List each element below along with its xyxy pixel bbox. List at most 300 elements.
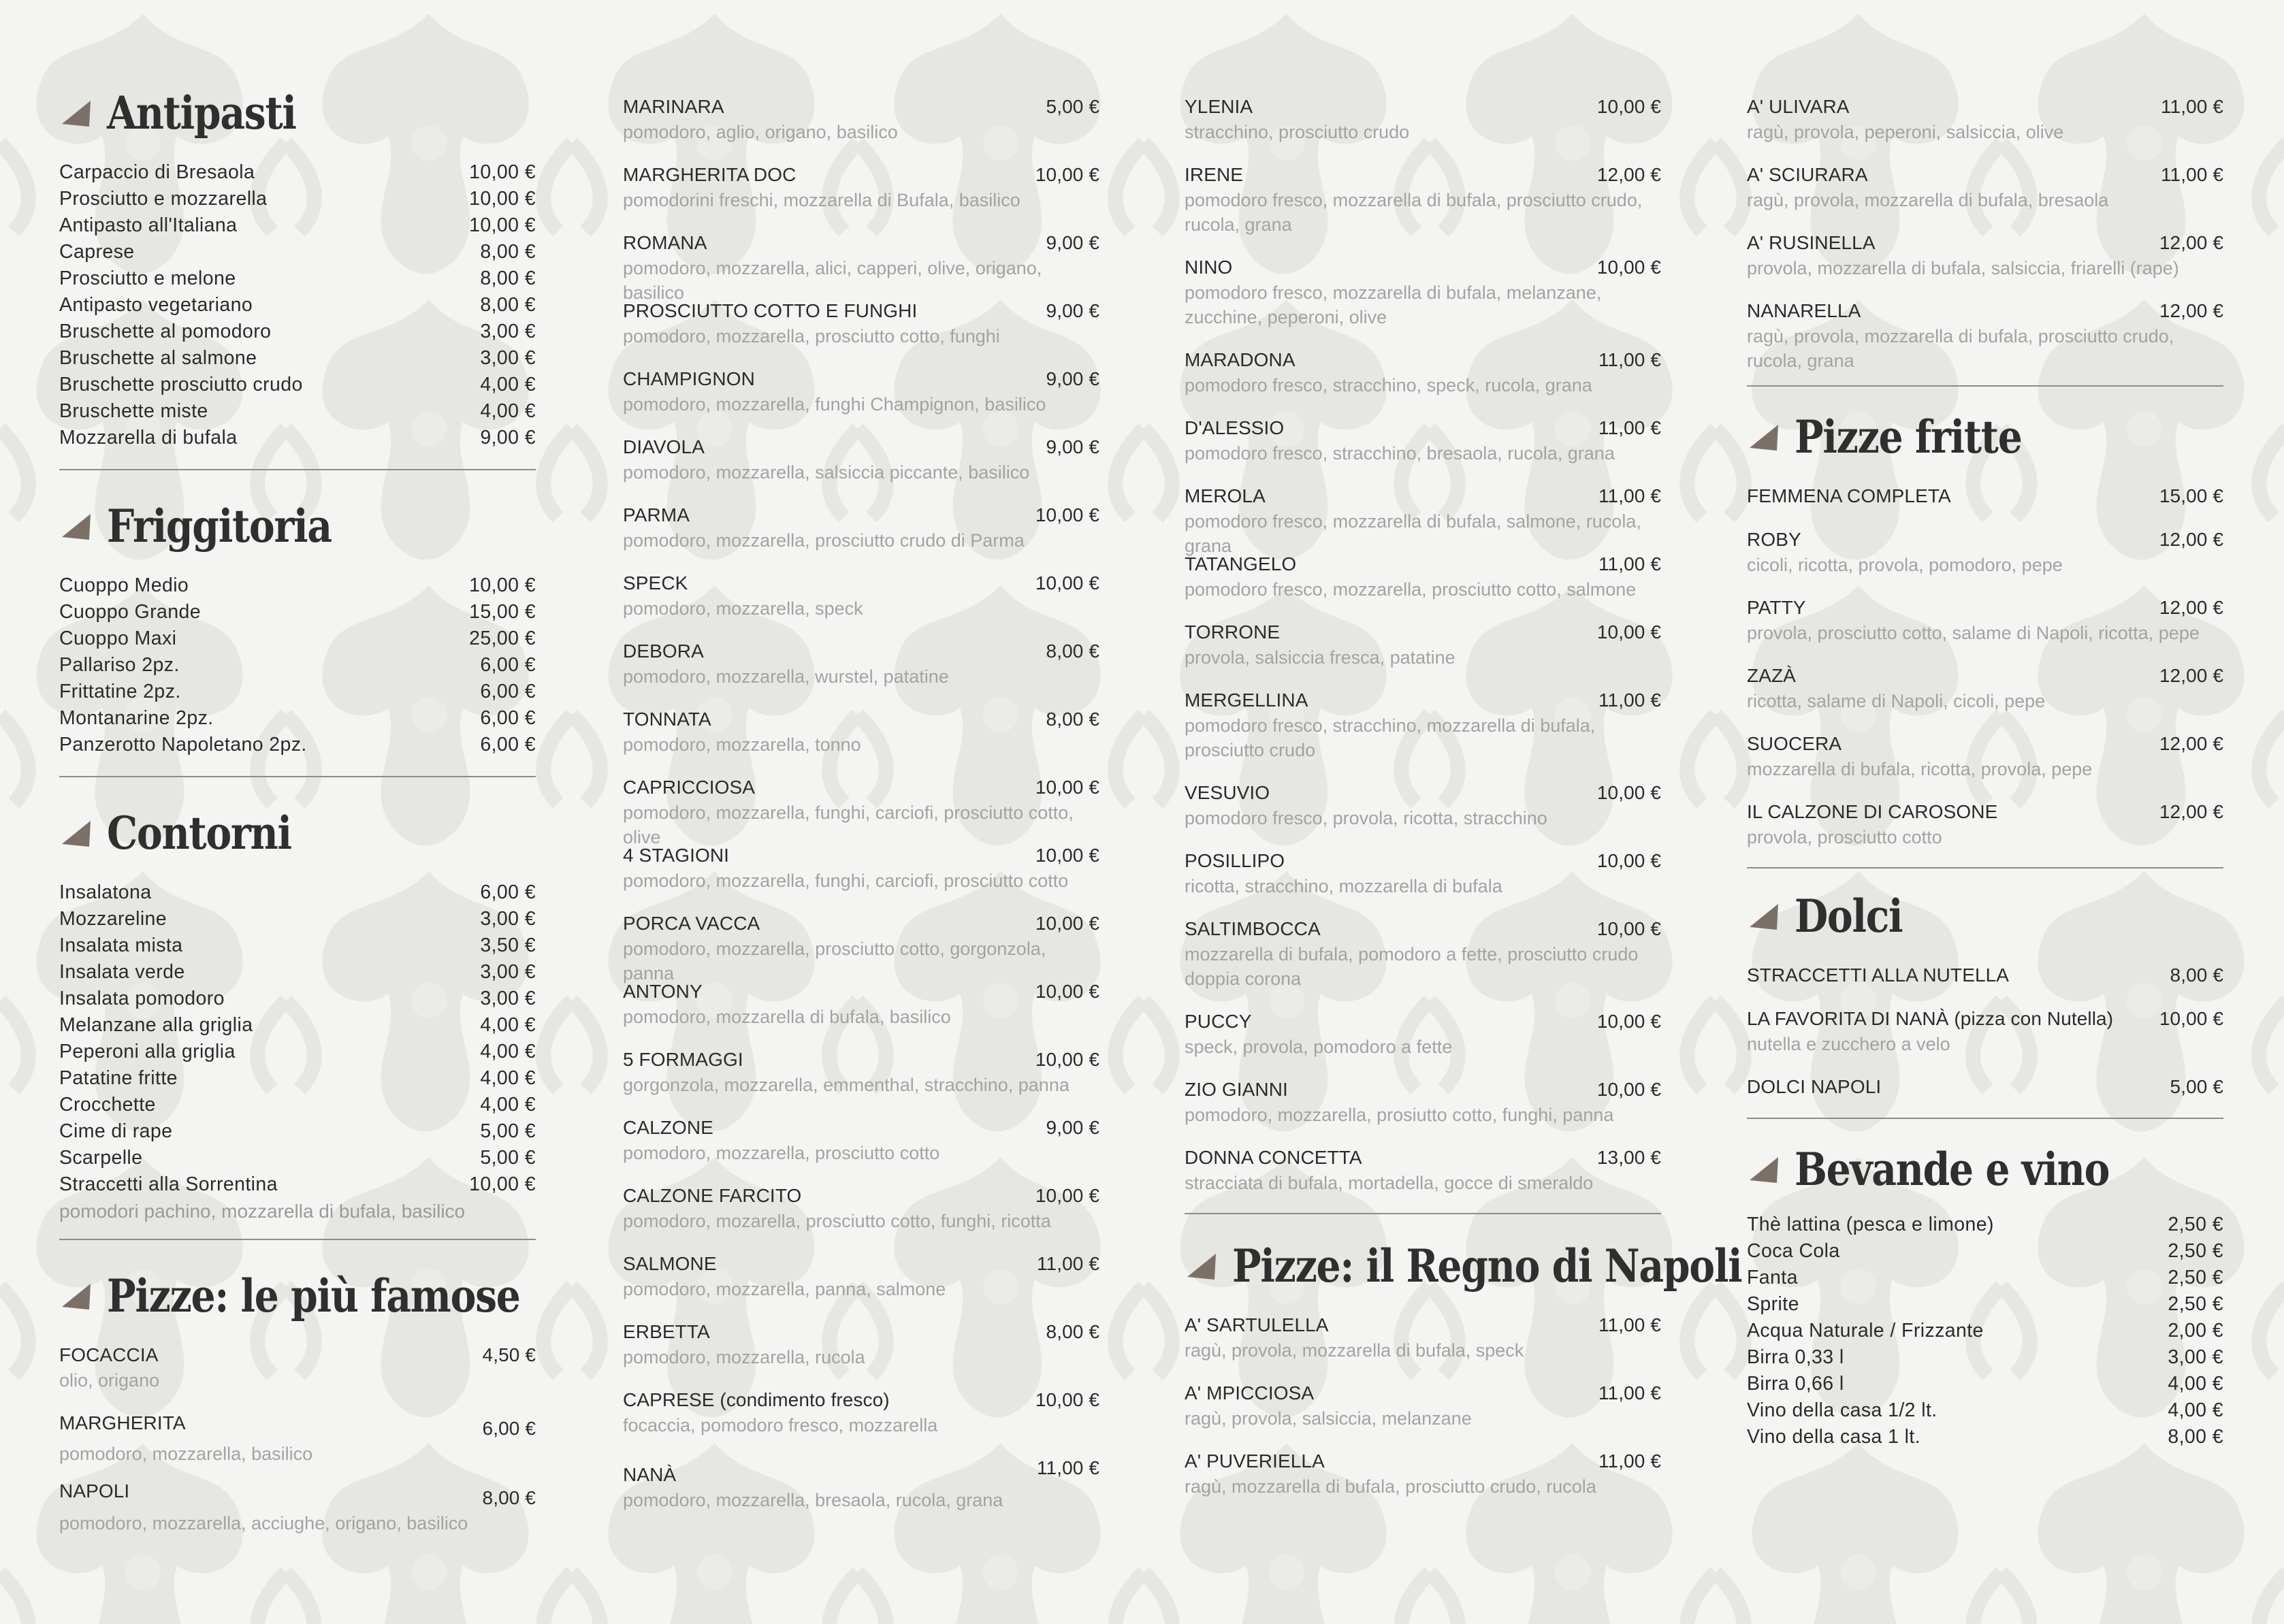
menu-item bbox=[59, 345, 536, 372]
item-price: 4,00 € bbox=[480, 1067, 536, 1089]
menu-item bbox=[1747, 162, 2223, 230]
item-name: NANARELLA bbox=[1747, 300, 1861, 321]
item-name: PORCA VACCA bbox=[623, 913, 760, 934]
menu-item bbox=[59, 879, 536, 906]
menu-item bbox=[1185, 94, 1661, 162]
column-3 bbox=[1185, 94, 1742, 1499]
item-price: 2,50 € bbox=[2168, 1214, 2223, 1235]
item-description: pomodoro, mozzarella, prosciutto cotto bbox=[623, 1143, 940, 1163]
menu-item bbox=[59, 425, 536, 451]
item-description: provola, mozzarella di bufala, salsiccia, friarelli (rape) bbox=[1747, 258, 2179, 278]
section-header-friggitoria bbox=[59, 493, 536, 559]
menu-item bbox=[1185, 415, 1661, 483]
item-price: 2,50 € bbox=[2168, 1267, 2223, 1288]
column-4 bbox=[1747, 94, 2223, 1450]
item-description: stracchino, prosciutto crudo bbox=[1185, 122, 1410, 142]
item-price: 12,00 € bbox=[2159, 665, 2223, 686]
item-price: 4,00 € bbox=[2168, 1399, 2223, 1421]
item-price: 12,00 € bbox=[2159, 801, 2223, 822]
item-name: 4 STAGIONI bbox=[623, 845, 730, 866]
item-price: 3,00 € bbox=[480, 347, 536, 369]
menu-item bbox=[1747, 1238, 2223, 1265]
menu-item bbox=[1185, 483, 1661, 556]
menu-item bbox=[1185, 347, 1661, 415]
item-price: 11,00 € bbox=[1598, 349, 1661, 370]
item-name: NINO bbox=[1185, 257, 1233, 278]
item-price: 5,00 € bbox=[2170, 1076, 2223, 1097]
item-price: 2,50 € bbox=[2168, 1240, 2223, 1262]
item-price: 10,00 € bbox=[1035, 845, 1099, 866]
item-description: ragù, provola, salsiccia, melanzane bbox=[1185, 1408, 1472, 1429]
item-description: pomodoro, mozzarella, prosiutto cotto, funghi, panna bbox=[1185, 1105, 1614, 1125]
item-price: 4,00 € bbox=[2168, 1373, 2223, 1395]
item-description: pomodoro, mozarella, prosciutto cotto, funghi, ricotta bbox=[623, 1211, 1051, 1231]
item-description: pomodoro fresco, stracchino, mozzarella di bufala, prosciutto crudo bbox=[1185, 715, 1596, 760]
item-name: PARMA bbox=[623, 504, 690, 525]
menu-item bbox=[623, 162, 1099, 230]
item-price: 10,00 € bbox=[1596, 782, 1661, 803]
item-price: 3,00 € bbox=[480, 321, 536, 342]
item-name: YLENIA bbox=[1185, 96, 1253, 117]
menu-item bbox=[1747, 1371, 2223, 1397]
bevande-list bbox=[1747, 1212, 2223, 1450]
section-title: Pizze fritte bbox=[1795, 410, 2022, 464]
item-name: LA FAVORITA DI NANÀ (pizza con Nutella) bbox=[1747, 1008, 2114, 1029]
item-price: 10,00 € bbox=[469, 574, 536, 596]
item-price: 10,00 € bbox=[2159, 1008, 2223, 1029]
friggitoria-list bbox=[59, 572, 536, 758]
item-name: Panzerotto Napoletano 2pz. bbox=[59, 734, 307, 756]
menu-item bbox=[59, 1118, 536, 1145]
item-name: ZIO GIANNI bbox=[1185, 1079, 1288, 1100]
item-description: pomodoro, mozzarella, acciughe, origano, basilico bbox=[59, 1513, 468, 1533]
section-title: Pizze: le più famose bbox=[107, 1269, 520, 1322]
item-description: pomodoro, mozzarella, funghi, carciofi, prosciutto cotto, olive bbox=[623, 802, 1074, 847]
section-header-fritte bbox=[1747, 404, 2223, 470]
menu-item bbox=[59, 319, 536, 345]
menu-item bbox=[623, 979, 1099, 1047]
menu-item bbox=[623, 298, 1099, 366]
item-description: pomodori pachino, mozzarella di bufala, basilico bbox=[59, 1201, 466, 1222]
menu-item bbox=[59, 906, 536, 932]
item-name: CALZONE bbox=[623, 1117, 713, 1138]
item-name: TATANGELO bbox=[1185, 553, 1297, 574]
menu-item bbox=[1747, 1424, 2223, 1450]
item-name: ROMANA bbox=[623, 232, 707, 253]
menu-item bbox=[1747, 1212, 2223, 1238]
item-description: provola, prosciutto cotto, salame di Napoli, ricotta, pepe bbox=[1747, 623, 2200, 643]
item-name: PROSCIUTTO COTTO E FUNGHI bbox=[623, 300, 918, 321]
item-description: pomodoro, mozzarella, alici, capperi, olive, origano, basilico bbox=[623, 258, 1042, 303]
section-header-bevande bbox=[1747, 1137, 2223, 1202]
menu-item bbox=[59, 1039, 536, 1065]
item-price: 10,00 € bbox=[1596, 621, 1661, 643]
item-description: pomodoro, mozzarella, basilico bbox=[59, 1444, 313, 1464]
item-price: 12,00 € bbox=[2159, 529, 2223, 550]
item-description: pomodoro fresco, provola, ricotta, stracchino bbox=[1185, 808, 1547, 828]
item-name: MEROLA bbox=[1185, 485, 1266, 506]
item-name: SPECK bbox=[623, 572, 688, 594]
item-name: FEMMENA COMPLETA bbox=[1747, 485, 1951, 506]
item-price: 11,00 € bbox=[1598, 689, 1661, 711]
menu-item bbox=[623, 1319, 1099, 1387]
contorni-list bbox=[59, 879, 536, 1225]
menu-item bbox=[59, 1410, 536, 1478]
menu-item bbox=[623, 775, 1099, 847]
item-name: ANTONY bbox=[623, 981, 703, 1002]
item-description: speck, provola, pomodoro a fette bbox=[1185, 1037, 1453, 1057]
item-price: 11,00 € bbox=[2160, 96, 2223, 117]
item-price: 11,00 € bbox=[1036, 1457, 1099, 1478]
item-name: PUCCY bbox=[1185, 1011, 1252, 1032]
item-price: 9,00 € bbox=[1046, 368, 1099, 389]
item-name: SALMONE bbox=[623, 1253, 717, 1274]
item-price: 8,00 € bbox=[1046, 709, 1099, 730]
menu-item bbox=[1747, 483, 2223, 527]
item-price: 4,00 € bbox=[480, 1014, 536, 1036]
item-name: Thè lattina (pesca e limone) bbox=[1747, 1214, 1994, 1235]
item-name: CAPRESE (condimento fresco) bbox=[623, 1389, 890, 1410]
section-title: Pizze: il Regno di Napoli bbox=[1232, 1239, 1742, 1293]
menu-item bbox=[1747, 1344, 2223, 1371]
item-description: mozzarella di bufala, ricotta, provola, pepe bbox=[1747, 759, 2093, 779]
item-price: 5,00 € bbox=[480, 1120, 536, 1142]
item-description: pomodoro, mozzarella, rucola bbox=[623, 1347, 865, 1367]
item-price: 11,00 € bbox=[1598, 553, 1661, 574]
item-price: 10,00 € bbox=[1035, 1389, 1099, 1410]
item-price: 8,00 € bbox=[480, 267, 536, 289]
item-name: A' MPICCIOSA bbox=[1185, 1382, 1315, 1403]
item-name: A' SCIURARA bbox=[1747, 164, 1868, 185]
regno-list bbox=[1185, 1312, 1661, 1499]
item-description: ragù, provola, mozzarella di bufala, prosciutto crudo, rucola, grana bbox=[1747, 326, 2174, 371]
menu-item bbox=[59, 732, 536, 758]
item-price: 9,00 € bbox=[1046, 436, 1099, 457]
menu-item bbox=[59, 1171, 536, 1198]
item-name: Insalata verde bbox=[59, 961, 185, 983]
pizza-list-col4 bbox=[1747, 94, 2223, 374]
item-name: Cuoppo Medio bbox=[59, 574, 189, 596]
item-name: Scarpelle bbox=[59, 1147, 143, 1169]
menu-item bbox=[59, 1012, 536, 1039]
section-divider bbox=[1747, 385, 2223, 387]
item-name: MARGHERITA DOC bbox=[623, 164, 797, 185]
item-name: PATTY bbox=[1747, 597, 1806, 618]
item-description: pomodoro fresco, mozzarella, prosciutto cotto, salmone bbox=[1185, 579, 1637, 600]
menu-item bbox=[59, 398, 536, 425]
menu-item bbox=[59, 265, 536, 292]
item-price: 11,00 € bbox=[1598, 1450, 1661, 1472]
triangle-bullet-icon bbox=[1747, 422, 1781, 452]
famose-list bbox=[59, 1342, 536, 1536]
menu-item bbox=[59, 679, 536, 705]
menu-item bbox=[623, 366, 1099, 434]
column-2 bbox=[623, 94, 1099, 1523]
item-name: CAPRICCIOSA bbox=[623, 777, 756, 798]
menu-item bbox=[623, 1251, 1099, 1319]
item-description: pomodoro, mozzarella, funghi, carciofi, prosciutto cotto bbox=[623, 871, 1069, 891]
menu-item bbox=[1747, 1291, 2223, 1318]
item-price: 10,00 € bbox=[1035, 981, 1099, 1002]
menu-item bbox=[623, 1455, 1099, 1523]
menu-item bbox=[59, 705, 536, 732]
item-name: ROBY bbox=[1747, 529, 1801, 550]
item-description: pomodoro, mozzarella, speck bbox=[623, 598, 863, 619]
menu-item bbox=[623, 1387, 1099, 1455]
item-name: Insalatona bbox=[59, 881, 152, 903]
section-divider bbox=[59, 469, 536, 470]
section-divider bbox=[59, 776, 536, 777]
item-name: Antipasto vegetariano bbox=[59, 294, 253, 316]
item-name: Peperoni alla griglia bbox=[59, 1041, 236, 1062]
item-price: 4,50 € bbox=[482, 1344, 536, 1365]
menu-item bbox=[623, 230, 1099, 303]
item-price: 25,00 € bbox=[469, 628, 536, 649]
item-description: ragù, provola, mozzarella di bufala, bresaola bbox=[1747, 190, 2109, 210]
item-description: ragù, provola, peperoni, salsiccia, olive bbox=[1747, 122, 2064, 142]
item-description: provola, salsiccia fresca, patatine bbox=[1185, 647, 1455, 668]
menu-item bbox=[623, 1115, 1099, 1183]
item-description: pomodoro fresco, stracchino, speck, rucola, grana bbox=[1185, 375, 1592, 395]
item-name: Crocchette bbox=[59, 1094, 156, 1116]
item-name: Bruschette al salmone bbox=[59, 347, 257, 369]
item-price: 12,00 € bbox=[2159, 597, 2223, 618]
item-name: Birra 0,66 l bbox=[1747, 1373, 1844, 1395]
section-header-famose bbox=[59, 1263, 536, 1329]
menu-item bbox=[623, 911, 1099, 984]
menu-item bbox=[1747, 1074, 2223, 1100]
item-price: 3,50 € bbox=[480, 935, 536, 956]
item-name: TONNATA bbox=[623, 709, 711, 730]
item-description: cicoli, ricotta, provola, pomodoro, pepe bbox=[1747, 555, 2063, 575]
fritte-list bbox=[1747, 483, 2223, 849]
item-price: 10,00 € bbox=[1035, 1049, 1099, 1070]
item-name: NAPOLI bbox=[59, 1480, 130, 1501]
item-description: pomodoro, mozzarella, wurstel, patatine bbox=[623, 666, 949, 687]
section-title: Antipasti bbox=[107, 86, 296, 140]
item-name: VESUVIO bbox=[1185, 782, 1270, 803]
item-description: pomodoro, mozzarella, prosciutto crudo di Parma bbox=[623, 530, 1025, 551]
item-name: Cuoppo Grande bbox=[59, 601, 202, 623]
menu-item bbox=[623, 94, 1099, 162]
menu-item bbox=[59, 212, 536, 239]
column-1 bbox=[59, 80, 536, 1536]
item-description: ricotta, salame di Napoli, cicoli, pepe bbox=[1747, 691, 2046, 711]
menu-item bbox=[59, 572, 536, 599]
item-price: 8,00 € bbox=[1046, 1321, 1099, 1342]
item-name: DOLCI NAPOLI bbox=[1747, 1076, 1882, 1097]
menu-item bbox=[59, 239, 536, 265]
item-description: gorgonzola, mozzarella, emmenthal, stracchino, panna bbox=[623, 1075, 1069, 1095]
item-price: 6,00 € bbox=[480, 881, 536, 903]
section-title: Friggitoria bbox=[107, 500, 332, 553]
item-name: Cime di rape bbox=[59, 1120, 173, 1142]
menu-item bbox=[1185, 687, 1661, 780]
item-description: pomodoro fresco, mozzarella di bufala, salmone, rucola, grana bbox=[1185, 511, 1641, 556]
item-name: Pallariso 2pz. bbox=[59, 654, 180, 676]
item-description: pomodoro, aglio, origano, basilico bbox=[623, 122, 898, 142]
item-name: DIAVOLA bbox=[623, 436, 705, 457]
item-price: 3,00 € bbox=[480, 988, 536, 1009]
item-price: 8,00 € bbox=[480, 294, 536, 316]
item-price: 8,00 € bbox=[2168, 1426, 2223, 1448]
menu-item bbox=[623, 1183, 1099, 1251]
item-price: 12,00 € bbox=[1596, 164, 1661, 185]
menu-item bbox=[59, 372, 536, 398]
section-title: Dolci bbox=[1795, 890, 1903, 943]
item-price: 4,00 € bbox=[480, 374, 536, 395]
item-description: pomodoro, mozzarella, prosciutto cotto, funghi bbox=[623, 326, 1000, 346]
item-name: A' ULIVARA bbox=[1747, 96, 1850, 117]
item-name: Insalata pomodoro bbox=[59, 988, 225, 1009]
triangle-bullet-icon bbox=[59, 511, 93, 541]
item-name: NANÀ bbox=[623, 1464, 677, 1485]
item-price: 6,00 € bbox=[480, 707, 536, 729]
item-name: 5 FORMAGGI bbox=[623, 1049, 743, 1070]
menu-item bbox=[1747, 1318, 2223, 1344]
menu-item bbox=[623, 434, 1099, 502]
item-price: 8,00 € bbox=[482, 1487, 536, 1508]
item-price: 9,00 € bbox=[1046, 1117, 1099, 1138]
menu-item bbox=[59, 599, 536, 626]
menu-item bbox=[59, 1342, 536, 1410]
pizza-list-col2 bbox=[623, 94, 1099, 1523]
item-price: 11,00 € bbox=[1598, 1382, 1661, 1403]
menu-item bbox=[623, 1047, 1099, 1115]
menu-item bbox=[1185, 1077, 1661, 1145]
menu-item bbox=[1747, 962, 2223, 1006]
item-name: MARGHERITA bbox=[59, 1412, 186, 1433]
item-name: Fanta bbox=[1747, 1267, 1798, 1288]
item-name: IL CALZONE DI CAROSONE bbox=[1747, 801, 1998, 822]
menu-item bbox=[59, 292, 536, 319]
menu-item bbox=[1185, 848, 1661, 916]
triangle-bullet-icon bbox=[59, 98, 93, 128]
item-name: Sprite bbox=[1747, 1293, 1799, 1315]
section-header-contorni bbox=[59, 800, 536, 866]
item-price: 9,00 € bbox=[1046, 232, 1099, 253]
item-price: 12,00 € bbox=[2159, 300, 2223, 321]
item-description: pomodoro, mozzarella, funghi Champignon, basilico bbox=[623, 394, 1046, 415]
item-description: provola, prosciutto cotto bbox=[1747, 827, 1942, 847]
item-price: 5,00 € bbox=[1046, 96, 1099, 117]
pizza-list-col3 bbox=[1185, 94, 1661, 1199]
menu-item bbox=[1185, 1448, 1661, 1499]
item-name: Bruschette prosciutto crudo bbox=[59, 374, 303, 395]
item-name: D'ALESSIO bbox=[1185, 417, 1285, 438]
item-name: Prosciutto e mozzarella bbox=[59, 188, 268, 210]
menu-item bbox=[623, 843, 1099, 911]
menu-item bbox=[1185, 1145, 1661, 1199]
item-name: TORRONE bbox=[1185, 621, 1281, 643]
item-price: 10,00 € bbox=[1596, 850, 1661, 871]
section-title: Contorni bbox=[107, 807, 291, 860]
menu-item bbox=[59, 986, 536, 1012]
item-name: SALTIMBOCCA bbox=[1185, 918, 1321, 939]
item-name: Melanzane alla griglia bbox=[59, 1014, 253, 1036]
item-description: pomodoro fresco, mozzarella di bufala, melanzane, zucchine, peperoni, olive bbox=[1185, 282, 1602, 327]
item-name: STRACCETTI ALLA NUTELLA bbox=[1747, 964, 2010, 986]
item-name: MARINARA bbox=[623, 96, 724, 117]
item-name: POSILLIPO bbox=[1185, 850, 1285, 871]
item-name: Birra 0,33 l bbox=[1747, 1346, 1844, 1368]
menu-item bbox=[623, 707, 1099, 775]
item-price: 3,00 € bbox=[2168, 1346, 2223, 1368]
menu-item bbox=[59, 932, 536, 959]
item-name: Antipasto all'Italiana bbox=[59, 214, 238, 236]
section-divider bbox=[1185, 1213, 1661, 1214]
item-description: ragù, mozzarella di bufala, prosciutto crudo, rucola bbox=[1185, 1476, 1596, 1497]
item-name: IRENE bbox=[1185, 164, 1244, 185]
menu-item bbox=[59, 626, 536, 652]
item-price: 10,00 € bbox=[1035, 913, 1099, 934]
item-price: 11,00 € bbox=[1598, 417, 1661, 438]
menu-item bbox=[1185, 551, 1661, 619]
menu-item bbox=[1747, 230, 2223, 298]
item-name: Vino della casa 1/2 lt. bbox=[1747, 1399, 1937, 1421]
item-price: 15,00 € bbox=[2159, 485, 2223, 506]
menu-item bbox=[1185, 780, 1661, 848]
menu-item bbox=[59, 186, 536, 212]
item-name: Insalata mista bbox=[59, 935, 183, 956]
item-price: 6,00 € bbox=[482, 1418, 536, 1439]
item-description: pomodoro, mozzarella, salsiccia piccante, basilico bbox=[623, 462, 1030, 483]
item-description: focaccia, pomodoro fresco, mozzarella bbox=[623, 1415, 938, 1435]
menu-item bbox=[59, 959, 536, 986]
menu-item bbox=[1185, 162, 1661, 255]
item-description: nutella e zucchero a velo bbox=[1747, 1034, 1950, 1054]
item-price: 4,00 € bbox=[480, 1094, 536, 1116]
item-price: 2,50 € bbox=[2168, 1293, 2223, 1315]
item-price: 6,00 € bbox=[480, 681, 536, 702]
menu-item bbox=[59, 1065, 536, 1092]
item-name: Vino della casa 1 lt. bbox=[1747, 1426, 1921, 1448]
section-divider bbox=[1747, 1118, 2223, 1119]
menu-item bbox=[623, 570, 1099, 638]
item-name: Coca Cola bbox=[1747, 1240, 1840, 1262]
menu-item bbox=[1747, 94, 2223, 162]
item-description: ragù, provola, mozzarella di bufala, speck bbox=[1185, 1340, 1524, 1361]
item-name: FOCACCIA bbox=[59, 1344, 159, 1365]
item-price: 9,00 € bbox=[480, 427, 536, 449]
item-name: CHAMPIGNON bbox=[623, 368, 755, 389]
menu-item bbox=[1747, 1006, 2223, 1074]
item-price: 10,00 € bbox=[1035, 1185, 1099, 1206]
item-name: Cuoppo Maxi bbox=[59, 628, 177, 649]
triangle-bullet-icon bbox=[59, 818, 93, 848]
menu-item bbox=[1747, 1397, 2223, 1424]
item-price: 10,00 € bbox=[1035, 572, 1099, 594]
item-price: 11,00 € bbox=[1598, 485, 1661, 506]
item-price: 10,00 € bbox=[1596, 96, 1661, 117]
item-name: CALZONE FARCITO bbox=[623, 1185, 802, 1206]
item-description: ricotta, stracchino, mozzarella di bufala bbox=[1185, 876, 1502, 896]
item-name: A' RUSINELLA bbox=[1747, 232, 1876, 253]
item-price: 10,00 € bbox=[1596, 1011, 1661, 1032]
triangle-bullet-icon bbox=[59, 1281, 93, 1311]
item-name: Caprese bbox=[59, 241, 135, 263]
item-price: 15,00 € bbox=[469, 601, 536, 623]
item-price: 13,00 € bbox=[1596, 1147, 1661, 1168]
item-price: 4,00 € bbox=[480, 400, 536, 422]
triangle-bullet-icon bbox=[1185, 1251, 1219, 1281]
item-price: 10,00 € bbox=[1596, 1079, 1661, 1100]
menu-item bbox=[1747, 1265, 2223, 1291]
item-name: Prosciutto e melone bbox=[59, 267, 236, 289]
item-price: 12,00 € bbox=[2159, 232, 2223, 253]
item-description: pomodoro, mozzarella, panna, salmone bbox=[623, 1279, 946, 1299]
menu-item bbox=[59, 652, 536, 679]
